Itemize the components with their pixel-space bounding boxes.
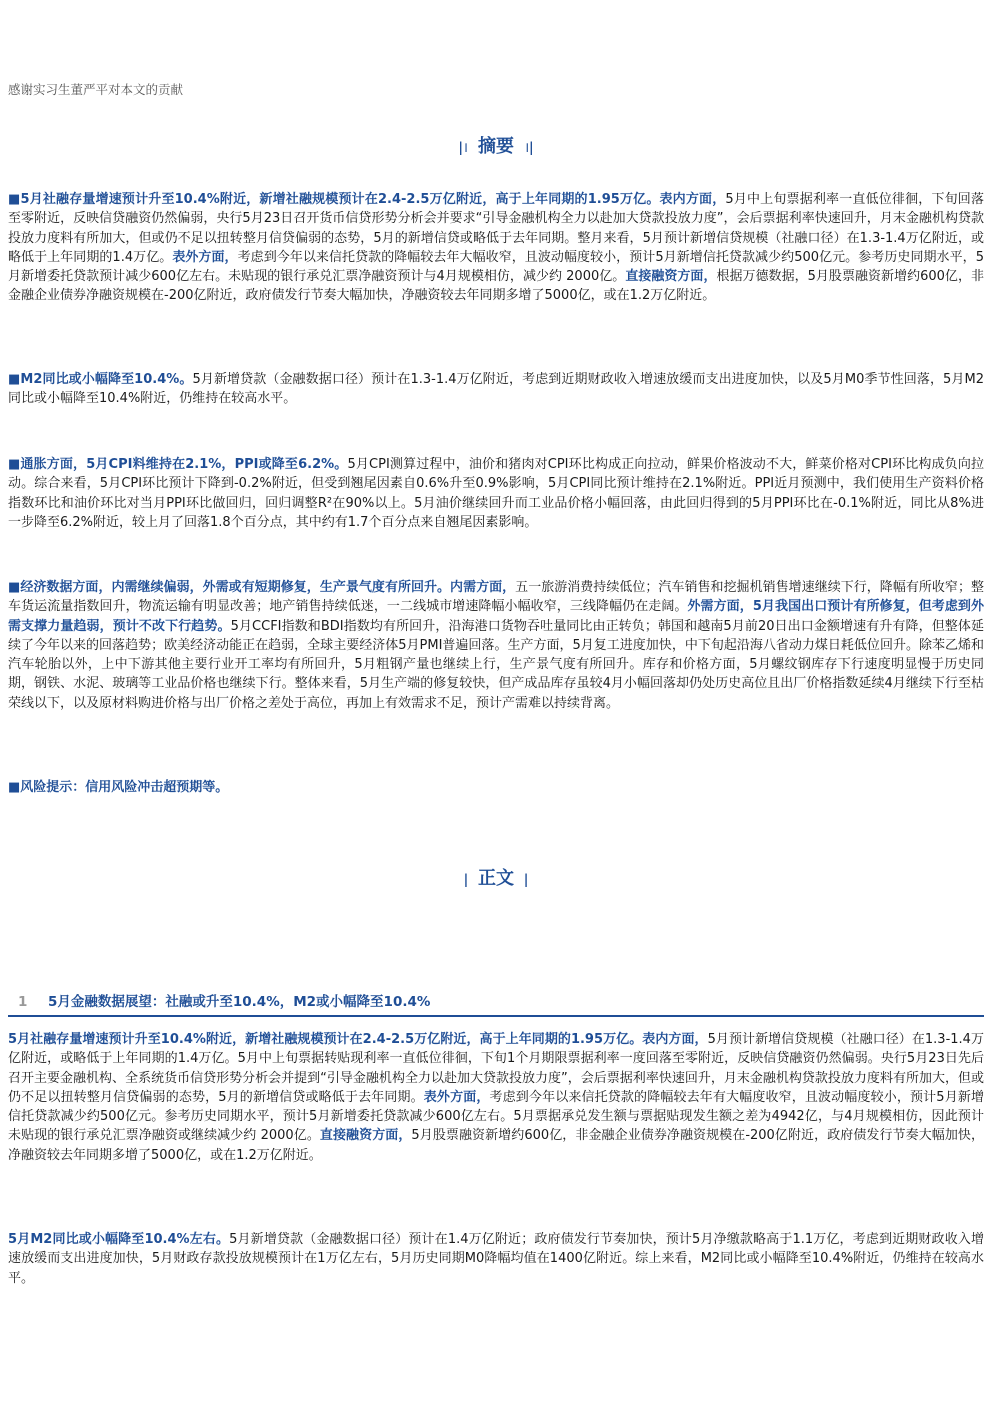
- bold-run: 5月社融存量增速预计升至10.4%附近，新增社融规模预计在2.4-2.5万亿附近，高于上年同期的1.95万亿。表内方面，: [20, 192, 726, 207]
- bold-run: 外需方面，5月我国出口预计有所修复，但考虑到外需支撑力量趋弱，预计不改下行趋势。: [8, 599, 984, 634]
- text-run: 5月中上旬票据利率一直低位徘徊，下旬回落至零附近，反映信贷融资仍然偏弱，央行5月23日召开货币信贷形势分析会并要求“引导金融机构全力以赴加大贷款投放力度”，会后票据利率快速回升，月末金融机构贷款投放力度料有所加大，但或仍不足以扭转整月信贷偏弱的态势，5月的新增信贷或略低于去年同期。整月来看，5月预计新增信贷规模（社融口径）在1.3-1.4万亿附近，或略低于上年同期的1.4万亿。: [8, 192, 984, 265]
- text-run: 5月新增贷款（金融数据口径）预计在1.4万亿附近；政府债发行节奏加快，预计5月净缴款略高于1.1万亿，考虑到近期财政收入增速放缓而支出进度加快，5月财政存款投放规模预计在1万亿左右，5月历史同期M0降幅均值在1400亿附近。综上来看，M2同比或小幅降至10.4%附近，仍维持在较高水平。: [8, 1232, 984, 1286]
- bold-run: 5月社融存量增速预计升至10.4%附近，新增社融规模预计在2.4-2.5万亿附近，高于上年同期的1.95万亿。表内方面，: [8, 1032, 708, 1047]
- section-number: 1: [18, 994, 28, 1010]
- acknowledgement: 感谢实习生董严平对本文的贡献: [8, 82, 184, 97]
- abstract-title: 摘要: [478, 136, 514, 157]
- bold-run: 通胀方面，5月CPI料维持在2.1%，PPI或降至6.2%。: [20, 457, 348, 472]
- body-heading: [0, 864, 992, 890]
- abstract-para-1: [8, 190, 984, 306]
- body-para-2: [8, 1230, 984, 1288]
- text-run: 考虑到今年以来信托贷款的降幅较去年大幅收窄，且波动幅度较小，预计5月新增信托贷款减少约500亿元。参考历史同期水平，5月新增委托贷款预计减少600亿左右。未贴现的银行承兑汇票净融资预计与4月规模相仿，减少约 2000亿。: [8, 249, 984, 285]
- bold-run: 直接融资方面，: [625, 269, 717, 285]
- bold-run: 5月M2同比或小幅降至10.4%左右。: [8, 1232, 230, 1247]
- bullet-square-icon: ■: [8, 780, 21, 795]
- text-run: 根据万德数据，5月股票融资新增约600亿，非金融企业债券净融资规模在-200亿附近，政府债发行节奏大幅加快，净融资较去年同期多增了5000亿，或在1.2万亿附近。: [8, 269, 984, 304]
- bold-run: 表外方面，: [172, 249, 238, 265]
- heading-bar-left: ǀ।: [458, 140, 468, 156]
- text-run: 5月预计新增信贷规模（社融口径）在1.3-1.4万亿附近，或略低于上年同期的1.4万亿。5月中上旬票据转贴现利率一直低位徘徊，下旬1个月期限票据利率一度回落至零附近，反映信贷融资仍然偏弱。央行5月23日先后召开主要金融机构、全系统货币信贷形势分析会并提到“引导金融机构全力以赴加大贷款投放力度”，会后票据利率快速回升，月末金融机构贷款投放力度料有所加大，但或仍不足以扭转整月信贷偏弱的态势，5月的新增信贷或略低于去年同期。: [8, 1032, 984, 1105]
- bold-run: 直接融资方面，: [319, 1128, 412, 1144]
- bullet-square-icon: ■: [8, 580, 21, 595]
- text-run: 五一旅游消费持续低位；汽车销售和挖掘机销售增速继续下行，降幅有所收窄；整车货运流量指数回升，物流运输有明显改善；地产销售持续低迷，一二线城市增速降幅小幅收窄，三线降幅仍在走阔。: [8, 580, 984, 615]
- text-run: 考虑到今年以来信托贷款的降幅较去年有大幅度收窄，且波动幅度较小，预计5月新增信托贷款减少约500亿元。参考历史同期水平，预计5月新增委托贷款减少600亿左右。5月票据承兑发生额与票据贴现发生额之差为4942亿，与4月规模相仿，因此预计未贴现的银行承兑汇票净融资或继续减少约 2000亿。: [8, 1089, 984, 1144]
- body-title: 正文: [478, 868, 514, 889]
- section-title: 5月金融数据展望：社融或升至10.4%，M2或小幅降至10.4%: [48, 994, 431, 1010]
- bullet-square-icon: ■: [8, 457, 21, 472]
- bold-run: 风险提示：信用风险冲击超预期等。: [20, 780, 229, 795]
- heading-bar-right: ।ǀ: [524, 140, 534, 156]
- abstract-heading: [0, 132, 992, 158]
- heading-bar-left: ǀ: [463, 872, 468, 888]
- abstract-para-4: [8, 578, 984, 713]
- text-run: 5月CCFI指数和BDI指数均有所回升，沿海港口货物吞吐量同比由正转负；韩国和越南5月前20日出口金额增速有升有降，但整体延续了今年以来的回落趋势；欧美经济动能正在趋弱，全球主要经济体5月PMI普遍回落。生产方面，5月复工进度加快，中下旬起沿海八省动力煤日耗低位回升。除苯乙烯和汽车轮胎以外，上中下游其他主要行业开工率均有所回升，5月粗钢产量也继续上行，生产景气度有所回升。库存和价格方面，5月螺纹钢库存下行速度明显慢于历史同期，钢铁、水泥、玻璃等工业品价格也继续下行。整体来看，5月生产端的修复较快，但产成品库存虽较4月小幅回落却仍处历史高位且出厂价格指数延续4月继续下行至枯荣线以下，以及原材料购进价格与出厂价格之差处于高位，再加上有效需求不足，预计产需难以持续背离。: [8, 618, 984, 711]
- risk-warning: [8, 778, 984, 797]
- bold-run: 经济数据方面，内需继续偏弱，外需或有短期修复，生产景气度有所回升。内需方面，: [20, 580, 516, 595]
- text-run: 5月股票融资新增约600亿，非金融企业债券净融资规模在-200亿附近，政府债发行节奏大幅加快，净融资较去年同期多增了5000亿，或在1.2万亿附近。: [8, 1128, 984, 1163]
- text-run: 5月CPI测算过程中，油价和猪肉对CPI环比构成正向拉动，鲜果价格波动不大，鲜菜价格对CPI环比构成负向拉动。综合来看，5月CPI环比预计下降到-0.2%附近，但受到翘尾因素自0.6%升至0.9%影响，5月CPI同比预计维持在2.1%附近。PPI近月预测中，我们使用生产资料价格指数环比和油价环比对当月PPI环比做回归，回归调整R²在90%以上。5月油价继续回升而工业品价格小幅回落，由此回归得到的5月PPI环比在-0.1%附近，同比从8%进一步降至6.2%附近，较上月了回落1.8个百分点，其中约有1.7个百分点来自翘尾因素影响。: [8, 457, 984, 530]
- abstract-para-2: [8, 370, 984, 409]
- bold-run: 表外方面，: [423, 1089, 490, 1105]
- abstract-para-3: [8, 455, 984, 532]
- bullet-square-icon: ■: [8, 192, 21, 207]
- text-run: 5月新增贷款（金融数据口径）预计在1.3-1.4万亿附近，考虑到近期财政收入增速放缓而支出进度加快，以及5月M0季节性回落，5月M2同比或小幅降至10.4%附近，仍维持在较高水平。: [8, 372, 984, 407]
- section-rule: [8, 1015, 984, 1017]
- heading-bar-right: ǀ: [524, 872, 529, 888]
- bold-run: M2同比或小幅降至10.4%。: [20, 372, 193, 387]
- bullet-square-icon: ■: [8, 372, 21, 387]
- body-para-1: [8, 1030, 984, 1165]
- section-1-heading: [8, 990, 984, 1014]
